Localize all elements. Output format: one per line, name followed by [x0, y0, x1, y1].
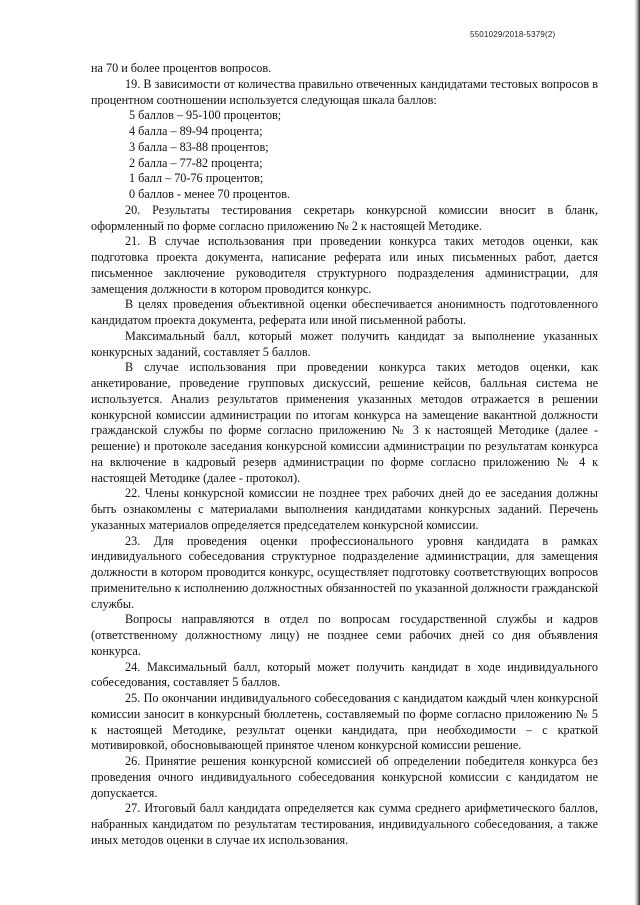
paragraph-23-questions: Вопросы направляются в отдел по вопросам государственной службы и кадров (ответственному должностному лицу) не позднее семи рабочих дней со дня объявления конкурса. — [91, 612, 598, 658]
document-page — [91, 61, 598, 849]
paragraph-26: 26. Принятие решения конкурсной комиссией об определении победителя конкурса без проведения очного индивидуального собеседования конкурсной комиссии с кандидатом не допускается. — [91, 754, 598, 800]
score-scale-item: 2 балла – 77-82 процента; — [129, 155, 263, 170]
score-scale-item: 0 баллов - менее 70 процентов. — [129, 187, 290, 201]
score-scale-item: 3 балла – 83-88 процентов; — [129, 139, 269, 154]
paragraph-19: 19. В зависимости от количества правильно отвеченных кандидатами тестовых вопросов в процентном соотношении используется следующая шкала баллов: — [91, 76, 598, 107]
paragraph-20: 20. Результаты тестирования секретарь конкурсной комиссии вносит в бланк, оформленный по форме согласно приложению № 2 к настоящей Методике. — [91, 202, 598, 233]
paragraph-21-max-score: Максимальный балл, который может получить кандидат за выполнение указанных конкурсных заданий, составляет 5 баллов. — [91, 328, 598, 359]
score-scale-list — [91, 108, 598, 203]
score-scale-item: 4 балла – 89-94 процента; — [129, 124, 263, 138]
paragraph-continuation: на 70 и более процентов вопросов. — [91, 61, 272, 75]
paragraph-21: 21. В случае использования при проведении конкурса таких методов оценки, как подготовка проекта документа, написание реферата или иных письменных работ, дается письменное заключение руководителя структурного подразделения администрации, для замещения должности в котором проводится конкурс. — [91, 234, 598, 296]
paragraph-25: 25. По окончании индивидуального собеседования с кандидатом каждый член конкурсной комиссии заносит в конкурсный бюллетень, составляемый по форме согласно приложению № 5 к настоящей Методике, результат оценки кандидата, при необходимости – с краткой мотивировкой, обосновывающей принятое членом конкурсной комиссии решение. — [91, 691, 598, 753]
document-id-stamp: 5501029/2018-5379(2) — [470, 30, 556, 39]
paragraph-22: 22. Члены конкурсной комиссии не позднее трех рабочих дней до ее заседания должны быть ознакомлены с материалами выполнения кандидатами конкурсных заданий. Перечень указанных материалов определяется председателем конкурсной комиссии. — [91, 486, 598, 532]
paragraph-21-anonymity: В целях проведения объективной оценки обеспечивается анонимность подготовленного кандидатом проекта документа, реферата или иной письменной работы. — [91, 297, 598, 327]
paragraph-27: 27. Итоговый балл кандидата определяется как сумма среднего арифметического баллов, набранных кандидатом по результатам тестирования, индивидуального собеседования, а также иных методов оценки в случае их использования. — [91, 801, 598, 847]
paragraph-24: 24. Максимальный балл, который может получить кандидат в ходе индивидуального собеседования, составляет 5 баллов. — [91, 659, 598, 690]
score-scale-item: 1 балл – 70-76 процентов; — [129, 171, 264, 186]
scan-edge-shadow — [634, 0, 640, 905]
score-scale-item: 5 баллов – 95-100 процентов; — [129, 108, 282, 123]
paragraph-23: 23. Для проведения оценки профессионального уровня кандидата в рамках индивидуального собеседования структурное подразделение администрации, для замещения должности в котором проводится конкурс, осуществляет подготовку соответствующих вопросов применительно к исполнению должностных обязанностей по указанной должности гражданской службы. — [91, 533, 598, 611]
paragraph-21-other-methods: В случае использования при проведении конкурса таких методов оценки, как анкетирование, проведение групповых дискуссий, решение кейсов, балльная система не используется. Анализ результатов применения указанных методов отражается в решении конкурсной комиссии администрации по итогам конкурса на замещение вакантной должности гражданской службы по форме согласно приложению № 3 к настоящей Методике (далее - решение) и протоколе заседания конкурсной комиссии администрации по результатам конкурса на включение в кадровый резерв администрации по форме согласно приложению № 4 к настоящей Методике (далее - протокол). — [91, 360, 598, 485]
